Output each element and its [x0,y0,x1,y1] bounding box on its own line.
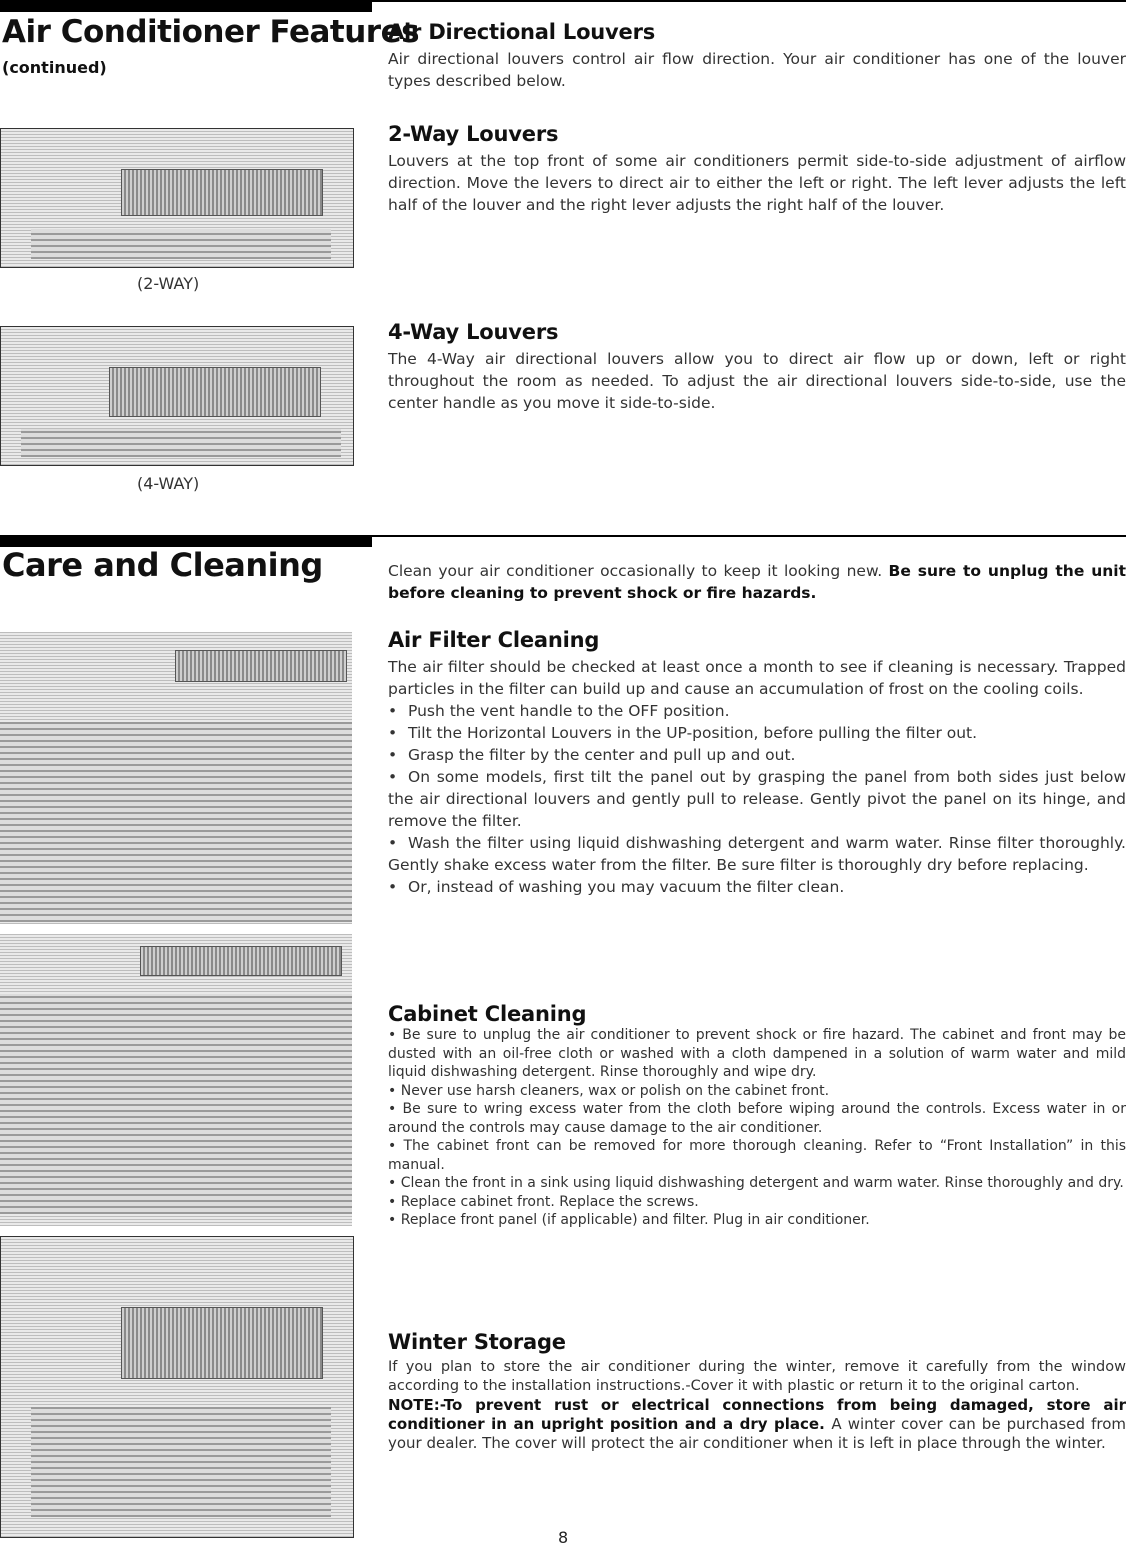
list-item: • Push the vent handle to the OFF position. [388,702,730,720]
section-rule-thin-care [372,535,1126,537]
care-intro-warning: Be sure to unplug the unit before cleaning to prevent shock or fire hazards. [388,562,1126,602]
list-item: • Be sure to unplug the air conditioner to prevent shock or fire hazard. The cabinet and front may be dusted with an oil-free cloth or washed with a cloth dampened in a solution of warm water and mild liquid dishwashing detergent. Rinse thoroughly and wipe dry. [388,1027,1126,1080]
list-item: • Or, instead of washing you may vacuum the filter clean. [388,878,845,896]
section-rule-thick-top [0,0,372,12]
air-filter-body [388,656,1126,898]
list-item: • The cabinet front can be removed for more thorough cleaning. Refer to “Front Installation” in this manual. [388,1138,1126,1173]
care-intro-text: Clean your air conditioner occasionally to keep it looking new. [388,562,883,580]
care-title: Care and Cleaning [2,546,323,584]
filter-removal-photo [0,632,352,924]
air-filter-heading: Air Filter Cleaning [388,628,600,652]
features-title: Air Conditioner Features [2,14,420,50]
page-number: 8 [558,1528,569,1547]
winter-storage-note: NOTE:-To prevent rust or electrical connections from being damaged, store air conditioner in an upright position and a dry place. A winter cover can be purchased from your dealer. The cover will protect the air conditioner when it is left in place through the winter. [388,1396,1126,1452]
list-item: • Replace front panel (if applicable) and filter. Plug in air conditioner. [388,1212,870,1228]
filter-cleaning-photo [0,934,352,1226]
four-way-louver-photo [0,326,354,466]
directional-louvers-heading: Air Directional Louvers [388,20,656,44]
two-way-louvers-text: Louvers at the top front of some air conditioners permit side-to-side adjustment of airflow direction. Move the levers to direct air to either the left or right. The left lever adjusts the left half of the louver and the right lever adjusts the right half of the louver. [388,152,1126,214]
cabinet-front-photo [0,1236,354,1538]
section-rule-thin-top [372,0,1126,2]
features-subtitle: (continued) [2,58,107,77]
list-item: • Clean the front in a sink using liquid dishwashing detergent and warm water. Rinse thoroughly and dry. [388,1175,1124,1191]
list-item: • Never use harsh cleaners, wax or polish on the cabinet front. [388,1082,830,1099]
list-item: • Tilt the Horizontal Louvers in the UP-position, before pulling the filter out. [388,724,978,742]
cabinet-cleaning-heading: Cabinet Cleaning [388,1002,587,1026]
list-item: • Replace cabinet front. Replace the screws. [388,1193,699,1210]
list-item: • On some models, first tilt the panel out by grasping the panel from both sides just below the air directional louvers and gently pull to release. Gently pivot the panel on its hinge, and remove the filter. [388,768,1126,830]
directional-louvers-text: Air directional louvers control air flow direction. Your air conditioner has one of the louver types described below. [388,50,1126,90]
list-item: • Wash the filter using liquid dishwashing detergent and warm water. Rinse filter thoroughly. Gently shake excess water from the filter. Be sure filter is thoroughly dry before replacing. [388,834,1126,874]
list-item: • Be sure to wring excess water from the cloth before wiping around the controls. Excess water in or around the controls may cause damage to the air conditioner. [388,1101,1126,1136]
cabinet-cleaning-bullets [388,1026,1126,1230]
four-way-caption: (4-WAY) [137,474,200,493]
four-way-louvers-text: The 4-Way air directional louvers allow you to direct air flow up or down, left or right throughout the room as needed. To adjust the air directional louvers side-to-side, use the center handle as you move it side-to-side. [388,350,1126,412]
two-way-louver-photo [0,128,354,268]
air-filter-bullets [388,700,1126,898]
winter-storage-text: If you plan to store the air conditioner during the winter, remove it carefully from the window according to the installation instructions.-Cover it with plastic or return it to the original carton. NOTE:-To prevent rust or electrical connections from being damaged, store air conditioner in an upright position and a dry place. A winter cover can be purchased from your dealer. The cover will protect the air conditioner when it is left in place through the winter. [388,1359,1126,1452]
two-way-louvers-heading: 2-Way Louvers [388,122,559,146]
care-intro [388,560,1126,604]
air-filter-text: The air filter should be checked at least once a month to see if cleaning is necessary. Trapped particles in the filter can build up and cause an accumulation of frost on the cooling coils. [388,658,1126,698]
list-item: • Grasp the filter by the center and pull up and out. [388,746,796,764]
two-way-caption: (2-WAY) [137,274,200,293]
winter-storage-heading: Winter Storage [388,1330,566,1354]
four-way-louvers-heading: 4-Way Louvers [388,320,559,344]
